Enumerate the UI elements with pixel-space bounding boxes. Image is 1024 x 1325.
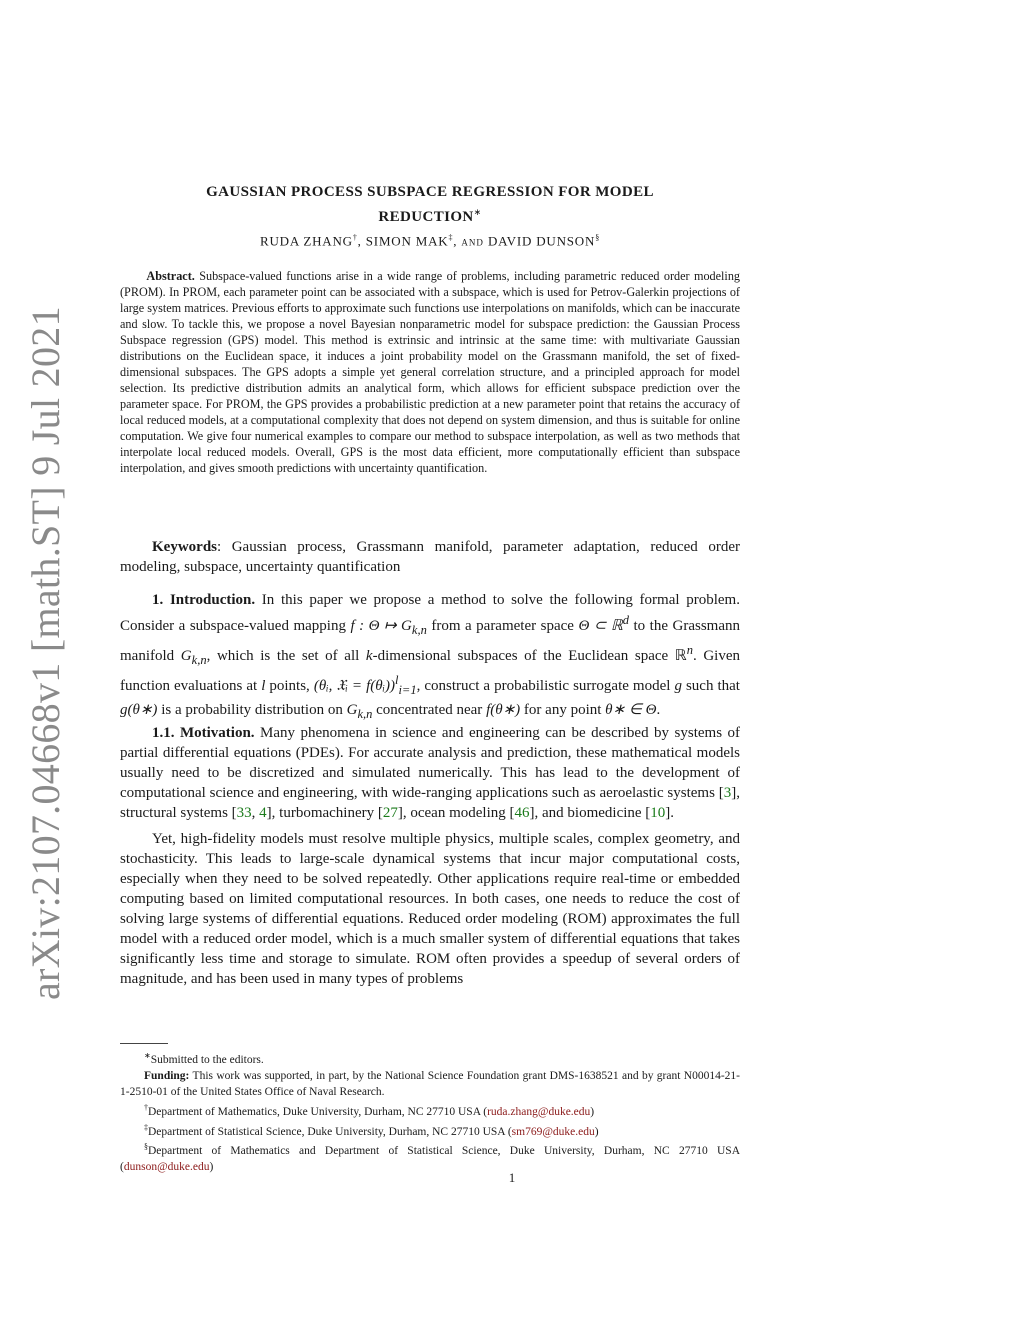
arxiv-identifier-text: arXiv:2107.04668v1 [math.ST] 9 Jul 2021 <box>23 306 68 1000</box>
citation-link[interactable]: 3 <box>723 785 732 801</box>
author-name: DAVID DUNSON <box>487 233 596 249</box>
footnote: †Department of Mathematics, Duke University, Durham, NC 27710 USA (ruda.zhang@duke.edu) <box>144 1102 595 1118</box>
paragraph: Yet, high-fidelity models must resolve multiple physics, multiple scales, complex geometry, and stochasticity. This leads to large-scale dynamical systems that incur major computational costs, especially when they need to be solved repeatedly. Other applications require real-time or embedded computing based on limited computational resources. In both cases, one needs to reduce the cost of solving large systems of differential equations. Reduced order modeling (ROM) approximates the full model with a reduced order model, which is a much smaller system of differential equations that takes significantly less time and storage to simulate. ROM often provides a speedup of several orders of magnitude, and has been used in many types of problems <box>120 831 740 987</box>
keywords-label: Keywords <box>152 539 217 555</box>
section-heading: 1.1. Motivation. <box>152 725 255 741</box>
email-link[interactable]: sm769@duke.edu <box>511 1125 595 1138</box>
email-link[interactable]: dunson@duke.edu <box>123 1161 210 1174</box>
email-link[interactable]: ruda.zhang@duke.edu <box>487 1105 591 1118</box>
footnote: ‡Department of Statistical Science, Duke University, Durham, NC 27710 USA (sm769@duke.edu) <box>144 1122 599 1138</box>
keywords <box>120 537 740 577</box>
footnote-divider <box>120 1043 168 1044</box>
paragraph: 1.1. Motivation. Many phenomena in science and engineering can be described by systems of partial differential equations (PDEs). For accurate analysis and prediction, these mathematical models usually need to be discretized and simulated numerically. This has lead to the development of computational science and engineering, with wide-ranging applications such as aeroelastic systems [3], structural systems [33, 4], turbomachinery [27], ocean modeling [46], and biomedicine [10]. <box>120 725 740 821</box>
section-heading: 1. Introduction. <box>152 592 256 608</box>
citation-link[interactable]: 33 <box>236 805 252 821</box>
paragraph: 1. Introduction. In this paper we propose a method to solve the following formal problem. Consider a subspace-valued mapping f : Θ ↦ $G_{k,n}$ from a parameter space Θ ⊂ ℝ$^d$ to the Grassmann manifold $G_{k,n}$, which is the set of all k-dimensional subspaces of the Euclidean space ℝ$^n$. Given function evaluations at l points, (θᵢ, 𝔛ᵢ = f(θᵢ))$^l_{i=1}$, construct a probabilistic surrogate model g such that g(θ∗) is a probability distribution on $G_{k,n}$ concentrated near f(θ∗) for any point θ∗ ∈ Θ. <box>120 592 740 721</box>
author-list: RUDA ZHANG†, SIMON MAK‡, and DAVID DUNSON§ <box>259 233 600 249</box>
section-motivation <box>120 723 740 995</box>
footnote: Funding: This work was supported, in part, by the National Science Foundation grant DMS-1638521 and by grant N00014-21-1-2510-01 of the United States Office of Naval Research. <box>120 1069 740 1098</box>
footnotes <box>120 1048 740 1175</box>
citation-link[interactable]: 27 <box>382 805 398 821</box>
citation-link[interactable]: 4 <box>259 805 267 821</box>
author-name: RUDA ZHANG <box>259 233 353 249</box>
abstract-text: Subspace-valued functions arise in a wide range of problems, including parametric reduced order modeling (PROM). In PROM, each parameter point can be associated with a subspace, which is used for Petrov-Galerkin projections of large system matrices. Previous efforts to approximate such functions use interpolations on manifolds, which can be inaccurate and slow. To tackle this, we propose a novel Bayesian nonparametric model for subspace prediction: the Gaussian Process Subspace regression (GPS) model. This method is extrinsic and intrinsic at the same time: with multivariate Gaussian distributions on the Euclidean space, it induces a joint probability model on the Grassmann manifold, the set of fixed-dimensional subspaces. The GPS adopts a simple yet general correlation structure, and a principled approach for model selection. Its predictive distribution admits an analytical form, which allows for efficient subspace prediction over the parameter space. For PROM, the GPS provides a probabilistic prediction at a new parameter point that retains the accuracy of local reduced models, at a computational complexity that does not depend on system dimension, and thus is suitable for online computation. We give four numerical examples to compare our method to subspace interpolation, as well as two methods that interpolate local reduced models. Overall, GPS is the most data efficient, more computationally efficient than subspace interpolation, and gives smooth predictions with uncertainty quantification. <box>120 269 741 475</box>
abstract-label: Abstract. <box>146 269 195 283</box>
page-number: 1 <box>508 1170 516 1185</box>
paper-title: GAUSSIAN PROCESS SUBSPACE REGRESSION FOR MODEL REDUCTION∗ <box>206 184 654 225</box>
arxiv-identifier <box>22 306 68 1040</box>
author-name: SIMON MAK <box>365 233 449 249</box>
footnote: ∗Submitted to the editors. <box>144 1051 264 1066</box>
keywords-text: : Gaussian process, Grassmann manifold, parameter adaptation, reduced order modeling, subspace, uncertainty quantification <box>120 539 740 575</box>
abstract <box>120 268 740 476</box>
footnote: §Department of Mathematics and Department of Statistical Science, Duke University, Durham, NC 27710 USA (dunson@duke.edu) <box>120 1142 740 1174</box>
section-introduction <box>120 590 740 730</box>
citation-link[interactable]: 10 <box>650 805 666 821</box>
citation-link[interactable]: 46 <box>514 805 530 821</box>
